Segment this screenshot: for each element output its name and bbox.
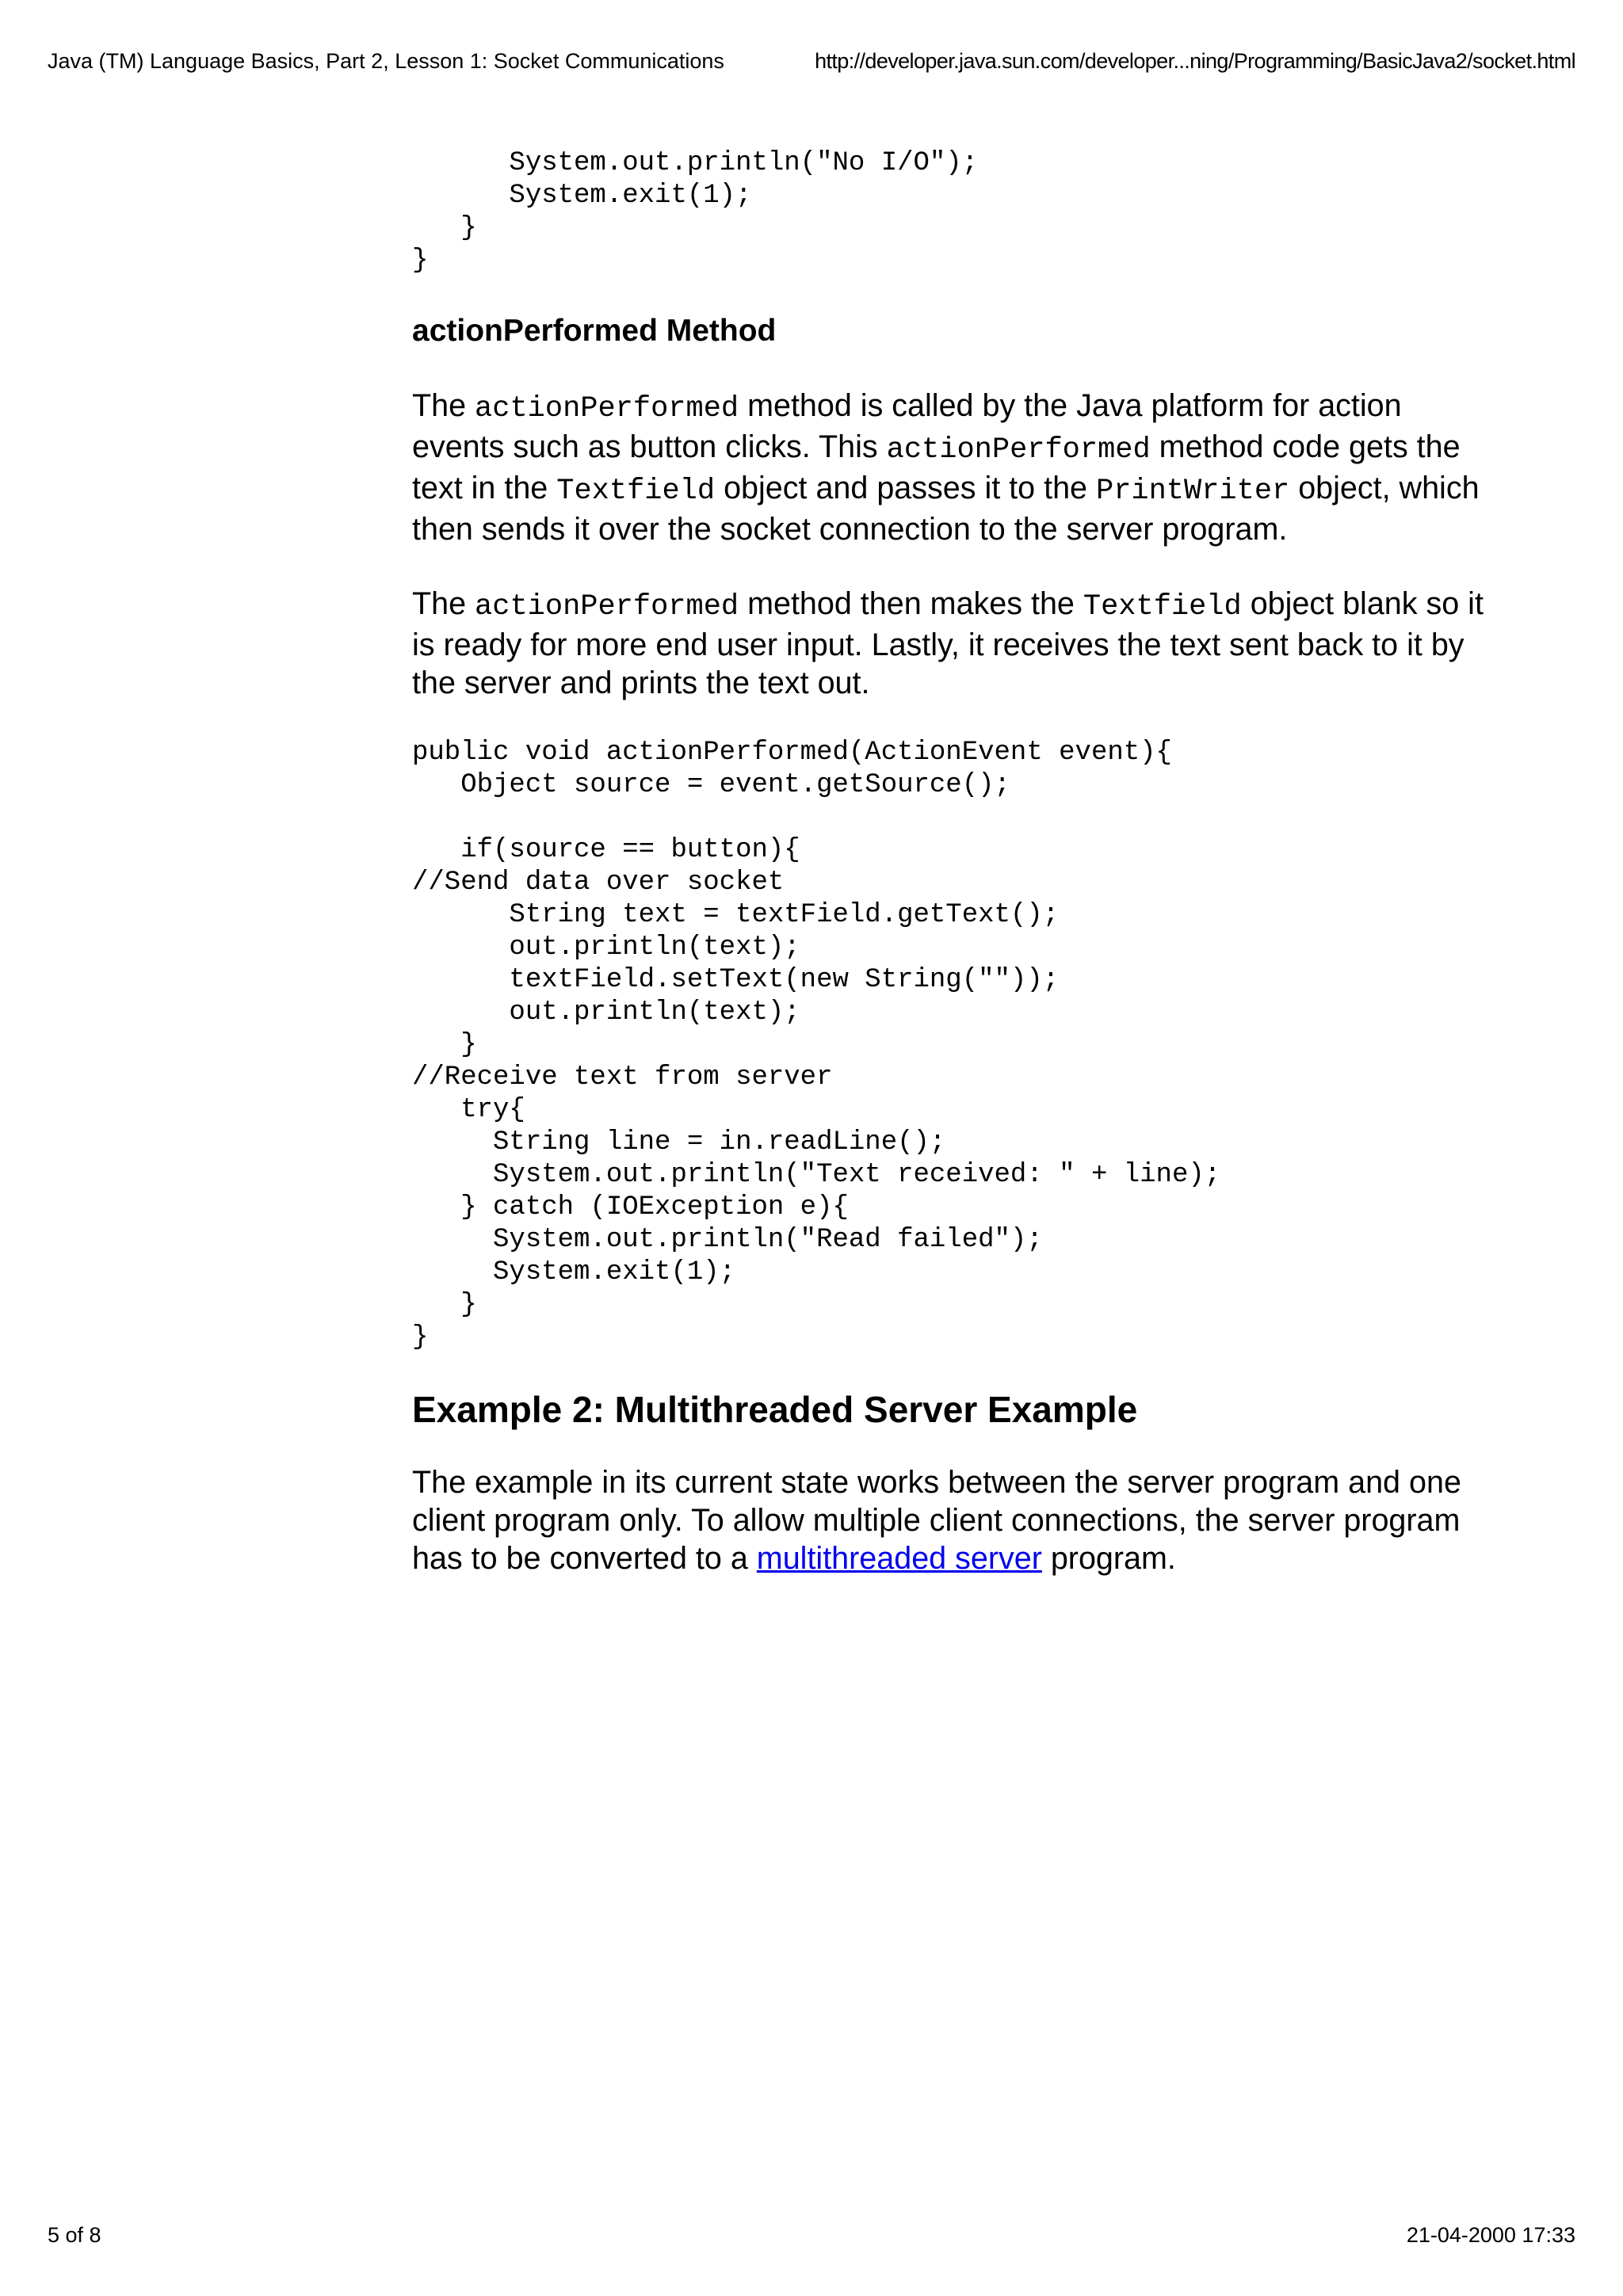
print-datetime: 21-04-2000 17:33 [1406, 2223, 1575, 2247]
text-span: method then makes the [739, 586, 1083, 621]
code-block-2: public void actionPerformed(ActionEvent event){ Object source = event.getSource(); if(source == button){ //Send data over socket String text = textField.getText(); out.println(text); textField.setText(new String("")); out.println(text); } //Receive text from server try{ String line = in.readLine(); System.out.println("Text received: " + line); } catch (IOException e){ System.out.println("Read failed"); System.exit(1); } } [412, 738, 1221, 1352]
text-span: The [412, 586, 475, 621]
example-2-heading: Example 2: Multithreaded Server Example [412, 1389, 1138, 1430]
print-footer [48, 2223, 1575, 2248]
print-header [48, 49, 1575, 74]
header-url: http://developer.java.sun.com/developer...ning/Programming/BasicJava2/socket.html [815, 49, 1575, 73]
multithreaded-server-link[interactable]: multithreaded server [756, 1541, 1042, 1576]
text-span: The example in its current state works between the server program and one client program only. To allow multiple client connections, the server program has to be converted to a [412, 1465, 1461, 1576]
text-span: object, which then sends it over the socket connection to the server program. [412, 471, 1480, 547]
example-2-paragraph [412, 1463, 1490, 1577]
text-span: object and passes it to the [715, 471, 1096, 505]
action-performed-heading: actionPerformed Method [412, 314, 777, 348]
text-span: program. [1041, 1541, 1176, 1576]
text-span: The [412, 388, 475, 423]
action-performed-paragraph-2 [412, 585, 1490, 702]
page-number: 5 of 8 [48, 2223, 101, 2247]
header-title: Java (TM) Language Basics, Part 2, Lesson 1: Socket Communications [48, 49, 724, 73]
text-span: object blank so it is ready for more end user input. Lastly, it receives the text sent back to it by the server and prints the text out. [412, 586, 1484, 700]
inline-code: Textfield [556, 475, 716, 508]
action-performed-paragraph-1 [412, 387, 1490, 548]
inline-code: actionPerformed [475, 590, 739, 624]
text-span: method is called by the Java platform for action events such as button clicks. This [412, 388, 1402, 464]
text-span: method code gets the text in the [412, 429, 1461, 505]
inline-code: Textfield [1083, 590, 1242, 624]
inline-code: actionPerformed [886, 433, 1151, 467]
inline-code: actionPerformed [475, 392, 739, 425]
page-content [412, 147, 1490, 1577]
inline-code: PrintWriter [1095, 475, 1290, 508]
code-block-1: System.out.println("No I/O"); System.exit(1); } } [412, 148, 979, 276]
